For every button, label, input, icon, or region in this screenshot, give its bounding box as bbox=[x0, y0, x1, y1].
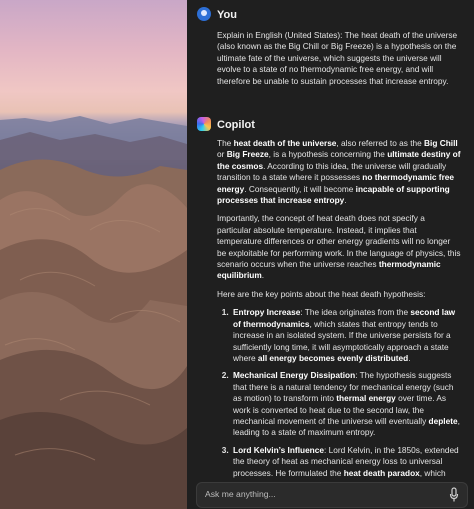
chat-pane bbox=[187, 0, 474, 509]
copilot-message-text bbox=[217, 138, 461, 485]
desktop-wallpaper bbox=[0, 0, 187, 509]
user-author-name: You bbox=[217, 9, 237, 21]
copilot-paragraph-2: Importantly, the concept of heat death does not specify a particular absolute temperature. Instead, it implies that temperature differences or other energy gradients will no longer be exploitable for performing work. In the language of physics, this scenario occurs when the universe reaches thermodynamic equilibrium. bbox=[217, 213, 461, 281]
key-points-list bbox=[217, 307, 461, 479]
copilot-paragraph-1: The heat death of the universe, also referred to as the Big Chill or Big Freeze, is a hypothesis concerning the ultimate destiny of the cosmos. According to this idea, the universe will gradually transition to a state where it possesses no thermodynamic free energy. Consequently, it will become incapable of supporting processes that increase entropy. bbox=[217, 138, 461, 206]
user-avatar-icon bbox=[197, 7, 211, 21]
copilot-logo-icon bbox=[197, 117, 211, 131]
chat-input[interactable] bbox=[196, 482, 468, 508]
landscape-illustration bbox=[0, 0, 187, 509]
copilot-paragraph-3: Here are the key points about the heat death hypothesis: bbox=[217, 288, 426, 299]
copilot-author-name: Copilot bbox=[217, 119, 255, 131]
list-item: 1. Entropy Increase: The idea originates from the second law of thermodynamics, which states that entropy tends to increase in an isolated system. If the universe persists for a sufficiently long time, it will asymptotically approach a state where all energy becomes evenly distributed. bbox=[231, 307, 461, 364]
microphone-icon[interactable] bbox=[449, 487, 459, 503]
list-item: 3. Lord Kelvin’s Influence: Lord Kelvin, in the 1850s, extended the theory of heat as mechanical energy loss to universal processes. He formulated the heat death paradox, which bbox=[231, 445, 461, 479]
user-message-text: Explain in English (United States): The heat death of the universe (also known as the Big Chill or Big Freeze) is a hypothesis on the ultimate fate of the universe, which suggests the universe will evolve to a state of no thermodynamic free energy, and will therefore be unable to sustain processes that increase entropy. bbox=[217, 30, 458, 86]
chat-input-placeholder: Ask me anything... bbox=[205, 489, 276, 499]
list-item: 2. Mechanical Energy Dissipation: The hypothesis suggests that there is a natural tendency for mechanical energy (such as motion) to transform into thermal energy over time. As work is converted to heat due to the second law, the mechanical movement of the universe will eventually deplete, leading to a state of maximum entropy. bbox=[231, 370, 461, 438]
